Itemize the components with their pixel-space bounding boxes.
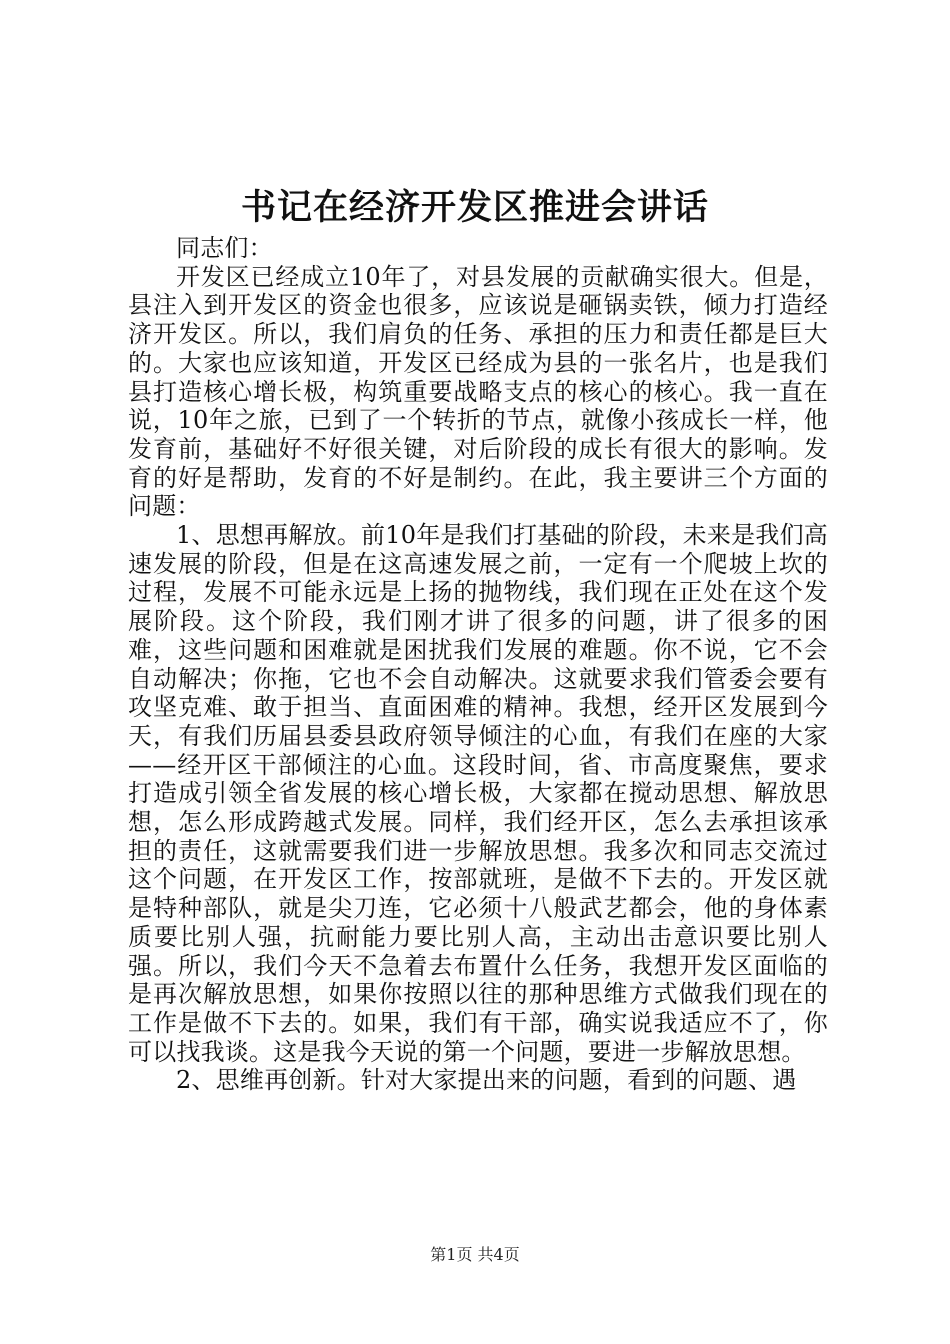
salutation: 同志们： — [176, 234, 273, 262]
paragraph-intro: 开发区已经成立10年了，对县发展的贡献确实很大。但是，县注入到开发区的资金也很多，应该说是砸锅卖铁，倾力打造经济开发区。所以，我们肩负的任务、承担的压力和责任都是巨大的。大家也应该知道，开发区已经成为县的一张名片，也是我们县打造核心增长极，构筑重要战略支点的核心的核心。我一直在说，10年之旅，已到了一个转折的节点，就像小孩成长一样，他发育前，基础好不好很关键，对后阶段的成长有很大的影响。发育的好是帮助，发育的不好是制约。在此，我主要讲三个方面的问题： — [128, 262, 828, 521]
document-body — [128, 234, 828, 1095]
paragraph-point-1: 1、思想再解放。前10年是我们打基础的阶段，未来是我们高速发展的阶段，但是在这高速发展之前，一定有一个爬坡上坎的过程，发展不可能永远是上扬的抛物线，我们现在正处在这个发展阶段。这个阶段，我们刚才讲了很多的问题，讲了很多的困难，这些问题和困难就是困扰我们发展的难题。你不说，它不会自动解决；你拖，它也不会自动解决。这就要求我们管委会要有攻坚克难、敢于担当、直面困难的精神。我想，经开区发展到今天，有我们历届县委县政府领导倾注的心血，有我们在座的大家——经开区干部倾注的心血。这段时间，省、市高度聚焦，要求打造成引领全省发展的核心增长极，大家都在搅动思想、解放思想，怎么形成跨越式发展。同样，我们经开区，怎么去承担该承担的责任，这就需要我们进一步解放思想。我多次和同志交流过这个问题，在开发区工作，按部就班，是做不下去的。开发区就是特种部队，就是尖刀连，它必须十八般武艺都会，他的身体素质要比别人强，抗耐能力要比别人高，主动出击意识要比别人强。所以，我们今天不急着去布置什么任务，我想开发区面临的是再次解放思想，如果你按照以往的那种思维方式做我们现在的工作是做不下去的。如果，我们有干部，确实说我适应不了，你可以找我谈。这是我今天说的第一个问题，要进一步解放思想。 — [128, 521, 828, 1066]
page-footer: 第1页 共4页 — [430, 1245, 520, 1264]
paragraph-point-2: 2、思维再创新。针对大家提出来的问题，看到的问题、遇 — [176, 1066, 797, 1095]
document-title: 书记在经济开发区推进会讲话 — [240, 187, 709, 228]
